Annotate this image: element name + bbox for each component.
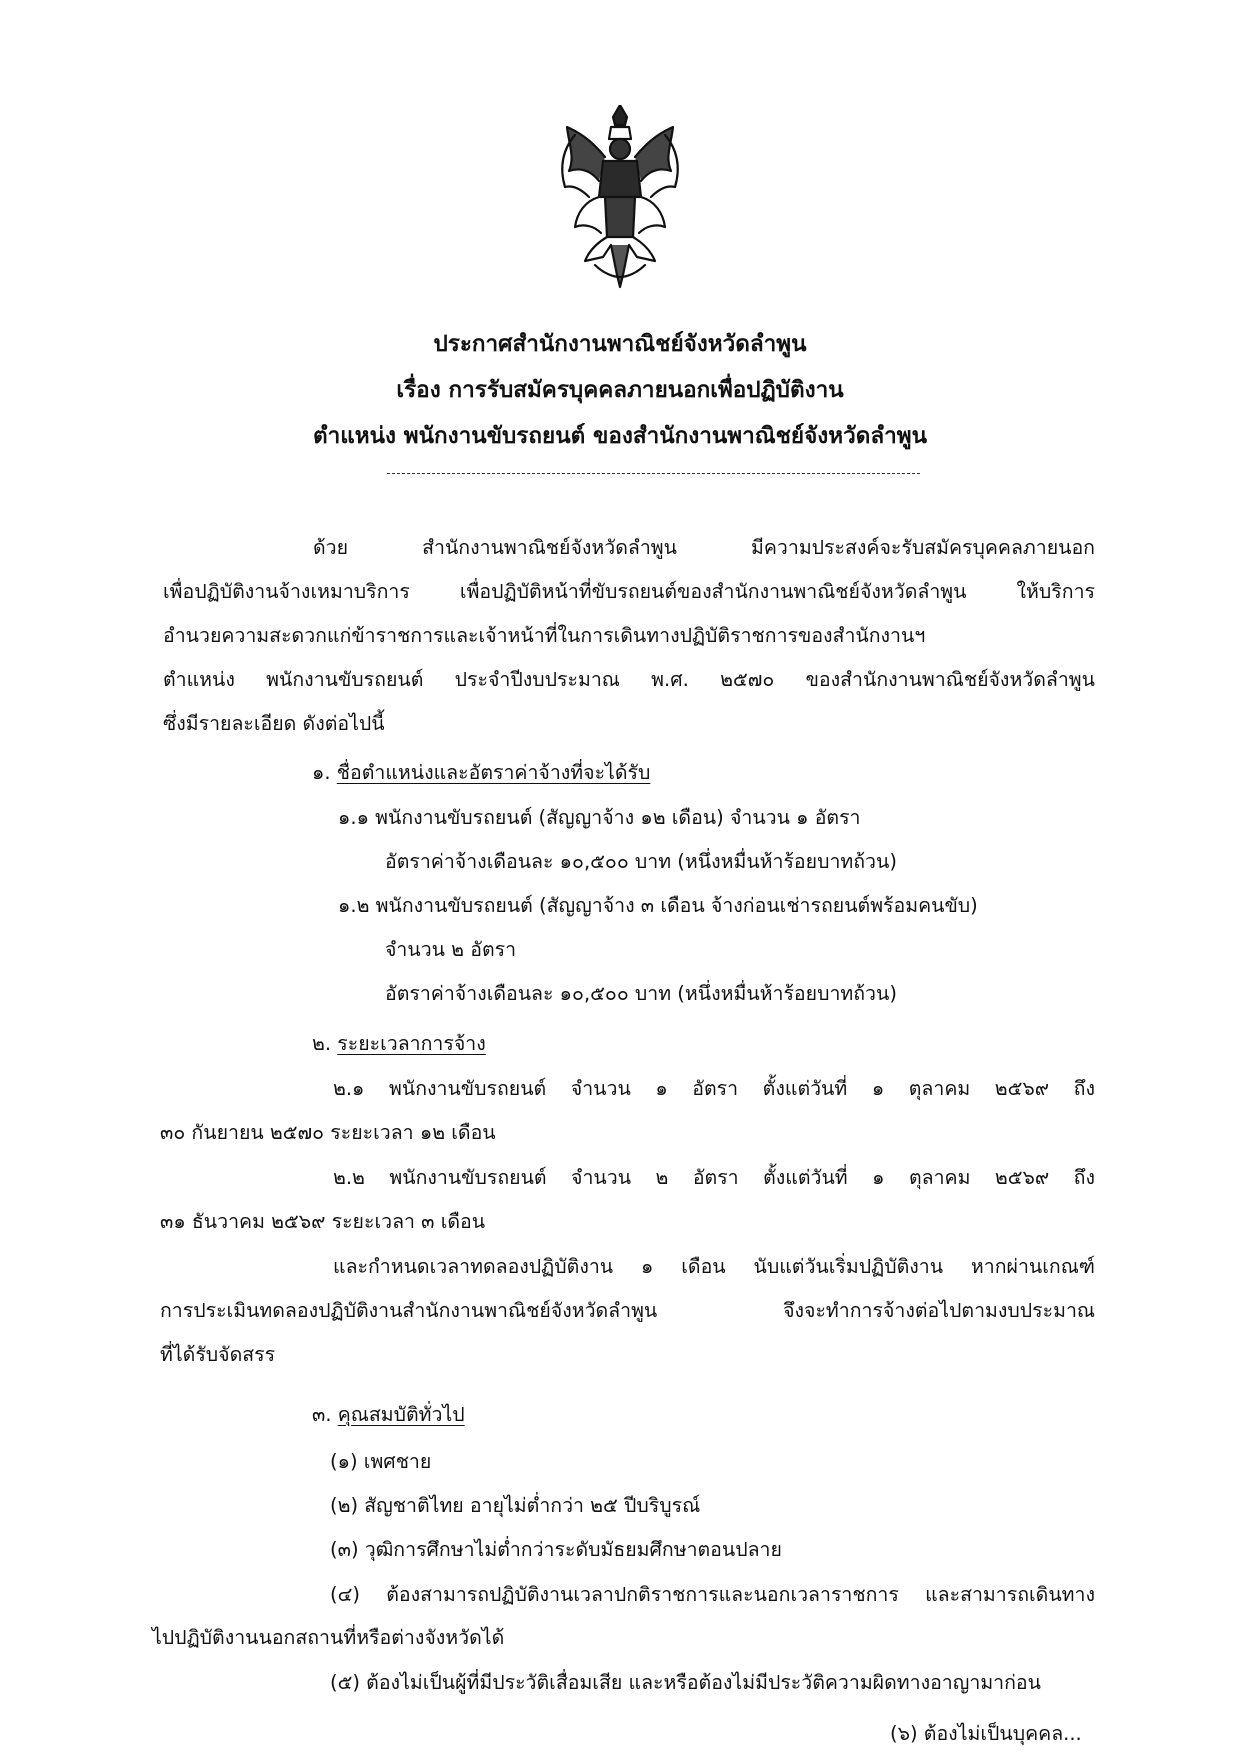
qualification-5: (๕) ต้องไม่เป็นผู้ที่มีประวัติเสื่อมเสีย และหรือต้องไม่มีประวัติความผิดทางอาญามาก่อน xyxy=(330,1671,1041,1694)
title-separator xyxy=(387,473,920,474)
intro-line-4: ตำแหน่ง พนักงานขับรถยนต์ ประจำปีงบประมาณ พ.ศ. ๒๕๗๐ ของสำนักงานพาณิชย์จังหวัดลำพูน xyxy=(163,668,1095,691)
section-2-item-2: ๒.๒ พนักงานขับรถยนต์ จำนวน ๒ อัตรา ตั้งแต่วันที่ ๑ ตุลาคม ๒๕๖๙ ถึง xyxy=(333,1166,1095,1189)
probation-line-3: ที่ได้รับจัดสรร xyxy=(160,1343,276,1366)
announcement-title: ประกาศสำนักงานพาณิชย์จังหวัดลำพูน xyxy=(433,331,807,357)
section-1-number: ๑. xyxy=(312,761,331,784)
section-3-title: คุณสมบัติทั่วไป xyxy=(337,1403,465,1426)
section-1-item-2-rate: อัตราค่าจ้างเดือนละ ๑๐,๕๐๐ บาท (หนึ่งหมื่นห้าร้อยบาทถ้วน) xyxy=(385,982,897,1005)
section-2-number: ๒. xyxy=(312,1032,332,1055)
section-1-item-2-count: จำนวน ๒ อัตรา xyxy=(385,938,517,961)
section-1-title: ชื่อตำแหน่งและอัตราค่าจ้างที่จะได้รับ xyxy=(336,761,651,784)
section-1-item-1: ๑.๑ พนักงานขับรถยนต์ (สัญญาจ้าง ๑๒ เดือน) จำนวน ๑ อัตรา xyxy=(338,806,861,829)
section-2-heading xyxy=(312,1029,486,1059)
qualification-3: (๓) วุฒิการศึกษาไม่ต่ำกว่าระดับมัธยมศึกษาตอนปลาย xyxy=(330,1538,782,1561)
subject-line: เรื่อง การรับสมัครบุคคลภายนอกเพื่อปฏิบัติงาน xyxy=(396,377,844,403)
section-2-item-2-cont: ๓๑ ธันวาคม ๒๕๖๙ ระยะเวลา ๓ เดือน xyxy=(160,1210,486,1233)
qualification-4-cont: ไปปฏิบัติงานนอกสถานที่หรือต่างจังหวัดได้ xyxy=(152,1626,505,1649)
section-2-item-1-cont: ๓๐ กันยายน ๒๕๗๐ ระยะเวลา ๑๒ เดือน xyxy=(160,1121,496,1144)
qualification-1: (๑) เพศชาย xyxy=(330,1450,432,1473)
probation-line-2: การประเมินทดลองปฏิบัติงานสำนักงานพาณิชย์จังหวัดลำพูน จึงจะทำการจ้างต่อไปตามงบประมาณ xyxy=(160,1299,1095,1322)
continuation-note: (๖) ต้องไม่เป็นบุคคล... xyxy=(890,1722,1082,1745)
probation-line-1: และกำหนดเวลาทดลองปฏิบัติงาน ๑ เดือน นับแต่วันเริ่มปฏิบัติงาน หากผ่านเกณฑ์ xyxy=(333,1255,1095,1278)
qualification-2: (๒) สัญชาติไทย อายุไม่ต่ำกว่า ๒๕ ปีบริบูรณ์ xyxy=(330,1494,701,1517)
intro-line-2: เพื่อปฏิบัติงานจ้างเหมาบริการ เพื่อปฏิบัติหน้าที่ขับรถยนต์ของสำนักงานพาณิชย์จังหวัดลำพูน ให้บริการ xyxy=(163,580,1095,603)
section-2-item-1: ๒.๑ พนักงานขับรถยนต์ จำนวน ๑ อัตรา ตั้งแต่วันที่ ๑ ตุลาคม ๒๕๖๙ ถึง xyxy=(333,1077,1095,1100)
qualification-4: (๔) ต้องสามารถปฏิบัติงานเวลาปกติราชการและนอกเวลาราชการ และสามารถเดินทาง xyxy=(330,1583,1095,1606)
garuda-emblem-icon xyxy=(555,105,685,290)
section-1-heading xyxy=(312,758,650,788)
position-line: ตำแหน่ง พนักงานขับรถยนต์ ของสำนักงานพาณิชย์จังหวัดลำพูน xyxy=(313,423,927,449)
section-3-number: ๓. xyxy=(312,1403,332,1426)
section-1-item-2: ๑.๒ พนักงานขับรถยนต์ (สัญญาจ้าง ๓ เดือน จ้างก่อนเช่ารถยนต์พร้อมคนขับ) xyxy=(338,894,978,917)
intro-line-5: ซึ่งมีรายละเอียด ดังต่อไปนี้ xyxy=(163,712,385,735)
section-3-heading xyxy=(312,1400,465,1430)
intro-line-3: อำนวยความสะดวกแก่ข้าราชการและเจ้าหน้าที่ในการเดินทางปฏิบัติราชการของสำนักงานฯ xyxy=(163,624,926,647)
section-1-item-1-rate: อัตราค่าจ้างเดือนละ ๑๐,๕๐๐ บาท (หนึ่งหมื่นห้าร้อยบาทถ้วน) xyxy=(385,850,897,873)
intro-line-1: ด้วย สำนักงานพาณิชย์จังหวัดลำพูน มีความประสงค์จะรับสมัครบุคคลภายนอก xyxy=(313,536,1095,559)
section-2-title: ระยะเวลาการจ้าง xyxy=(337,1032,486,1055)
